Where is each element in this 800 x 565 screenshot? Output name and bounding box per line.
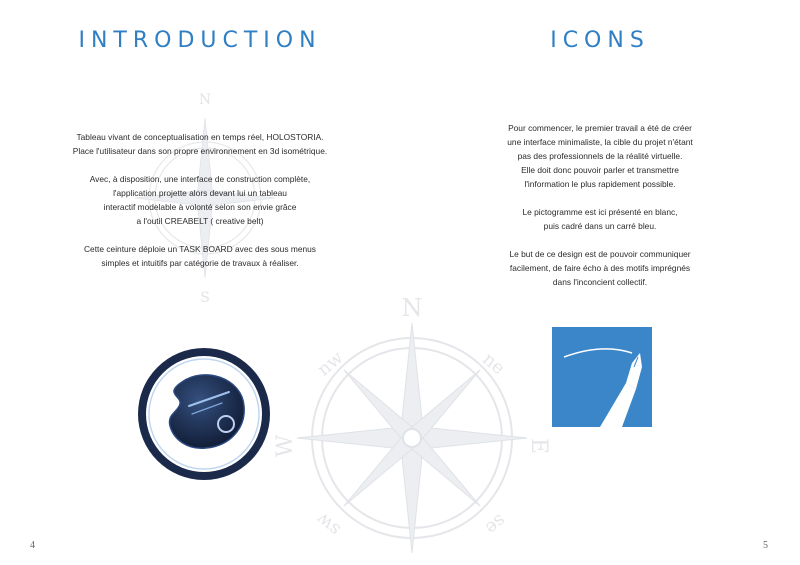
large-compass-se: se [481, 509, 510, 539]
large-compass-n: N [401, 294, 423, 322]
introduction-body [0, 130, 400, 284]
icons-paragraph-2: Le pictogramme est ici présenté en blanc, puis cadré dans un carré bleu. [522, 207, 678, 231]
intro-paragraph-2: Avec, à disposition, une interface de construction complète, l'application projette alors devant lui un tableau interactif modelable à volonté selon son envie grâce a l'outil CREABELT ( creative belt) [89, 174, 311, 226]
large-compass-ne: ne [478, 348, 509, 379]
page-number-right: 5 [763, 540, 768, 551]
palette-icon [134, 344, 274, 484]
page-number-left: 4 [30, 540, 35, 551]
icons-paragraph-1: Pour commencer, le premier travail a été de créer une interface minimaliste, la cible du projet n'étant pas des professionnels de la réalité virtuelle. Elle doit donc pouvoir parler et transmettre l'information le plus rapidement possible. [507, 123, 693, 189]
small-compass-n: N [198, 92, 212, 108]
icons-title: ICONS [550, 28, 650, 53]
small-compass-s: S [200, 290, 210, 306]
icons-paragraph-3: Le but de ce design est de pouvoir communiquer facilement, de faire écho à des motifs imprégnés dans l'inconcient collectif. [509, 249, 691, 287]
introduction-title: INTRODUCTION [78, 28, 322, 53]
icons-body [400, 121, 800, 303]
large-compass-e: E [526, 437, 551, 455]
large-compass-nw: nw [313, 347, 348, 381]
intro-paragraph-1: Tableau vivant de conceptualisation en temps réel, HOLOSTORIA. Place l'utilisateur dans son propre environnement en 3d isométrique. [72, 132, 328, 156]
pen-nib-icon [552, 327, 652, 427]
large-compass-sw: sw [312, 508, 345, 541]
intro-paragraph-3: Cette ceinture déploie un TASK BOARD avec des sous menus simples et intuitifs par catégorie de travaux à réaliser. [84, 244, 316, 268]
large-compass-w: W [273, 434, 298, 458]
right-page [400, 0, 800, 565]
